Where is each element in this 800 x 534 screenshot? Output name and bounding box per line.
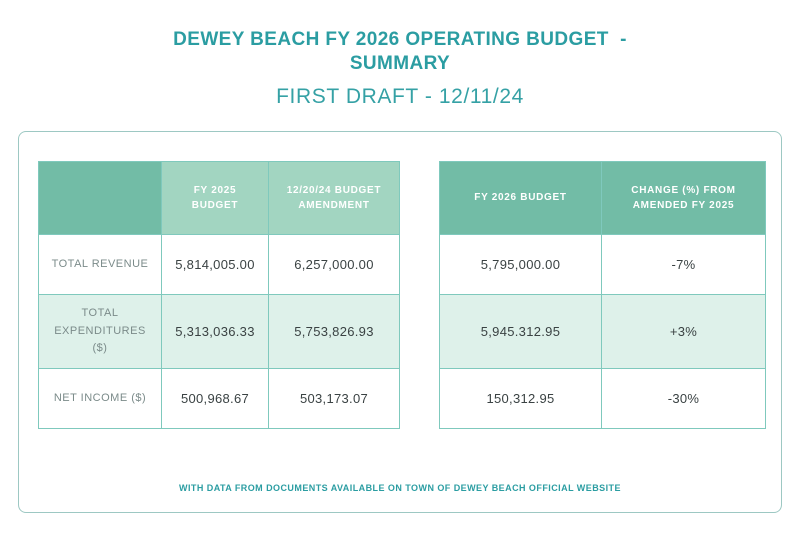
page-title-line1: DEWEY BEACH FY 2026 OPERATING BUDGET - [173, 29, 627, 50]
corner-header-cell [39, 162, 162, 235]
column-header-budget-amendment: 12/20/24 BUDGET AMENDMENT [269, 162, 400, 235]
source-note: WITH DATA FROM DOCUMENTS AVAILABLE ON TOWN OF DEWEY BEACH OFFICIAL WEBSITE [179, 483, 621, 493]
cell-net-income-change: -30% [602, 369, 766, 429]
budget-table-right [439, 161, 766, 429]
cell-total-revenue-amendment: 6,257,000.00 [269, 235, 400, 295]
cell-total-revenue-fy2025: 5,814,005.00 [162, 235, 269, 295]
row-label-net-income: NET INCOME ($) [39, 369, 162, 429]
page-subtitle: FIRST DRAFT - 12/11/24 [276, 85, 524, 108]
table-gap-spacer [400, 161, 439, 429]
page-title [0, 28, 800, 76]
column-header-change-percent: CHANGE (%) FROM AMENDED FY 2025 [602, 162, 766, 235]
column-header-fy2025-budget: FY 2025 BUDGET [162, 162, 269, 235]
page-title-line2: SUMMARY [349, 53, 451, 74]
cell-net-income-amendment: 503,173.07 [269, 369, 400, 429]
cell-total-expenditures-fy2025: 5,313,036.33 [162, 295, 269, 369]
budget-table-left [38, 161, 400, 429]
row-label-total-expenditures: TOTAL EXPENDITURES ($) [39, 295, 162, 369]
cell-total-expenditures-amendment: 5,753,826.93 [269, 295, 400, 369]
budget-tables [38, 161, 766, 429]
cell-total-expenditures-fy2026: 5,945.312.95 [440, 295, 602, 369]
summary-card [18, 131, 782, 513]
page-header [0, 28, 800, 109]
cell-total-revenue-fy2026: 5,795,000.00 [440, 235, 602, 295]
cell-total-expenditures-change: +3% [602, 295, 766, 369]
cell-total-revenue-change: -7% [602, 235, 766, 295]
cell-net-income-fy2026: 150,312.95 [440, 369, 602, 429]
row-label-total-revenue: TOTAL REVENUE [39, 235, 162, 295]
column-header-fy2026-budget: FY 2026 BUDGET [440, 162, 602, 235]
cell-net-income-fy2025: 500,968.67 [162, 369, 269, 429]
